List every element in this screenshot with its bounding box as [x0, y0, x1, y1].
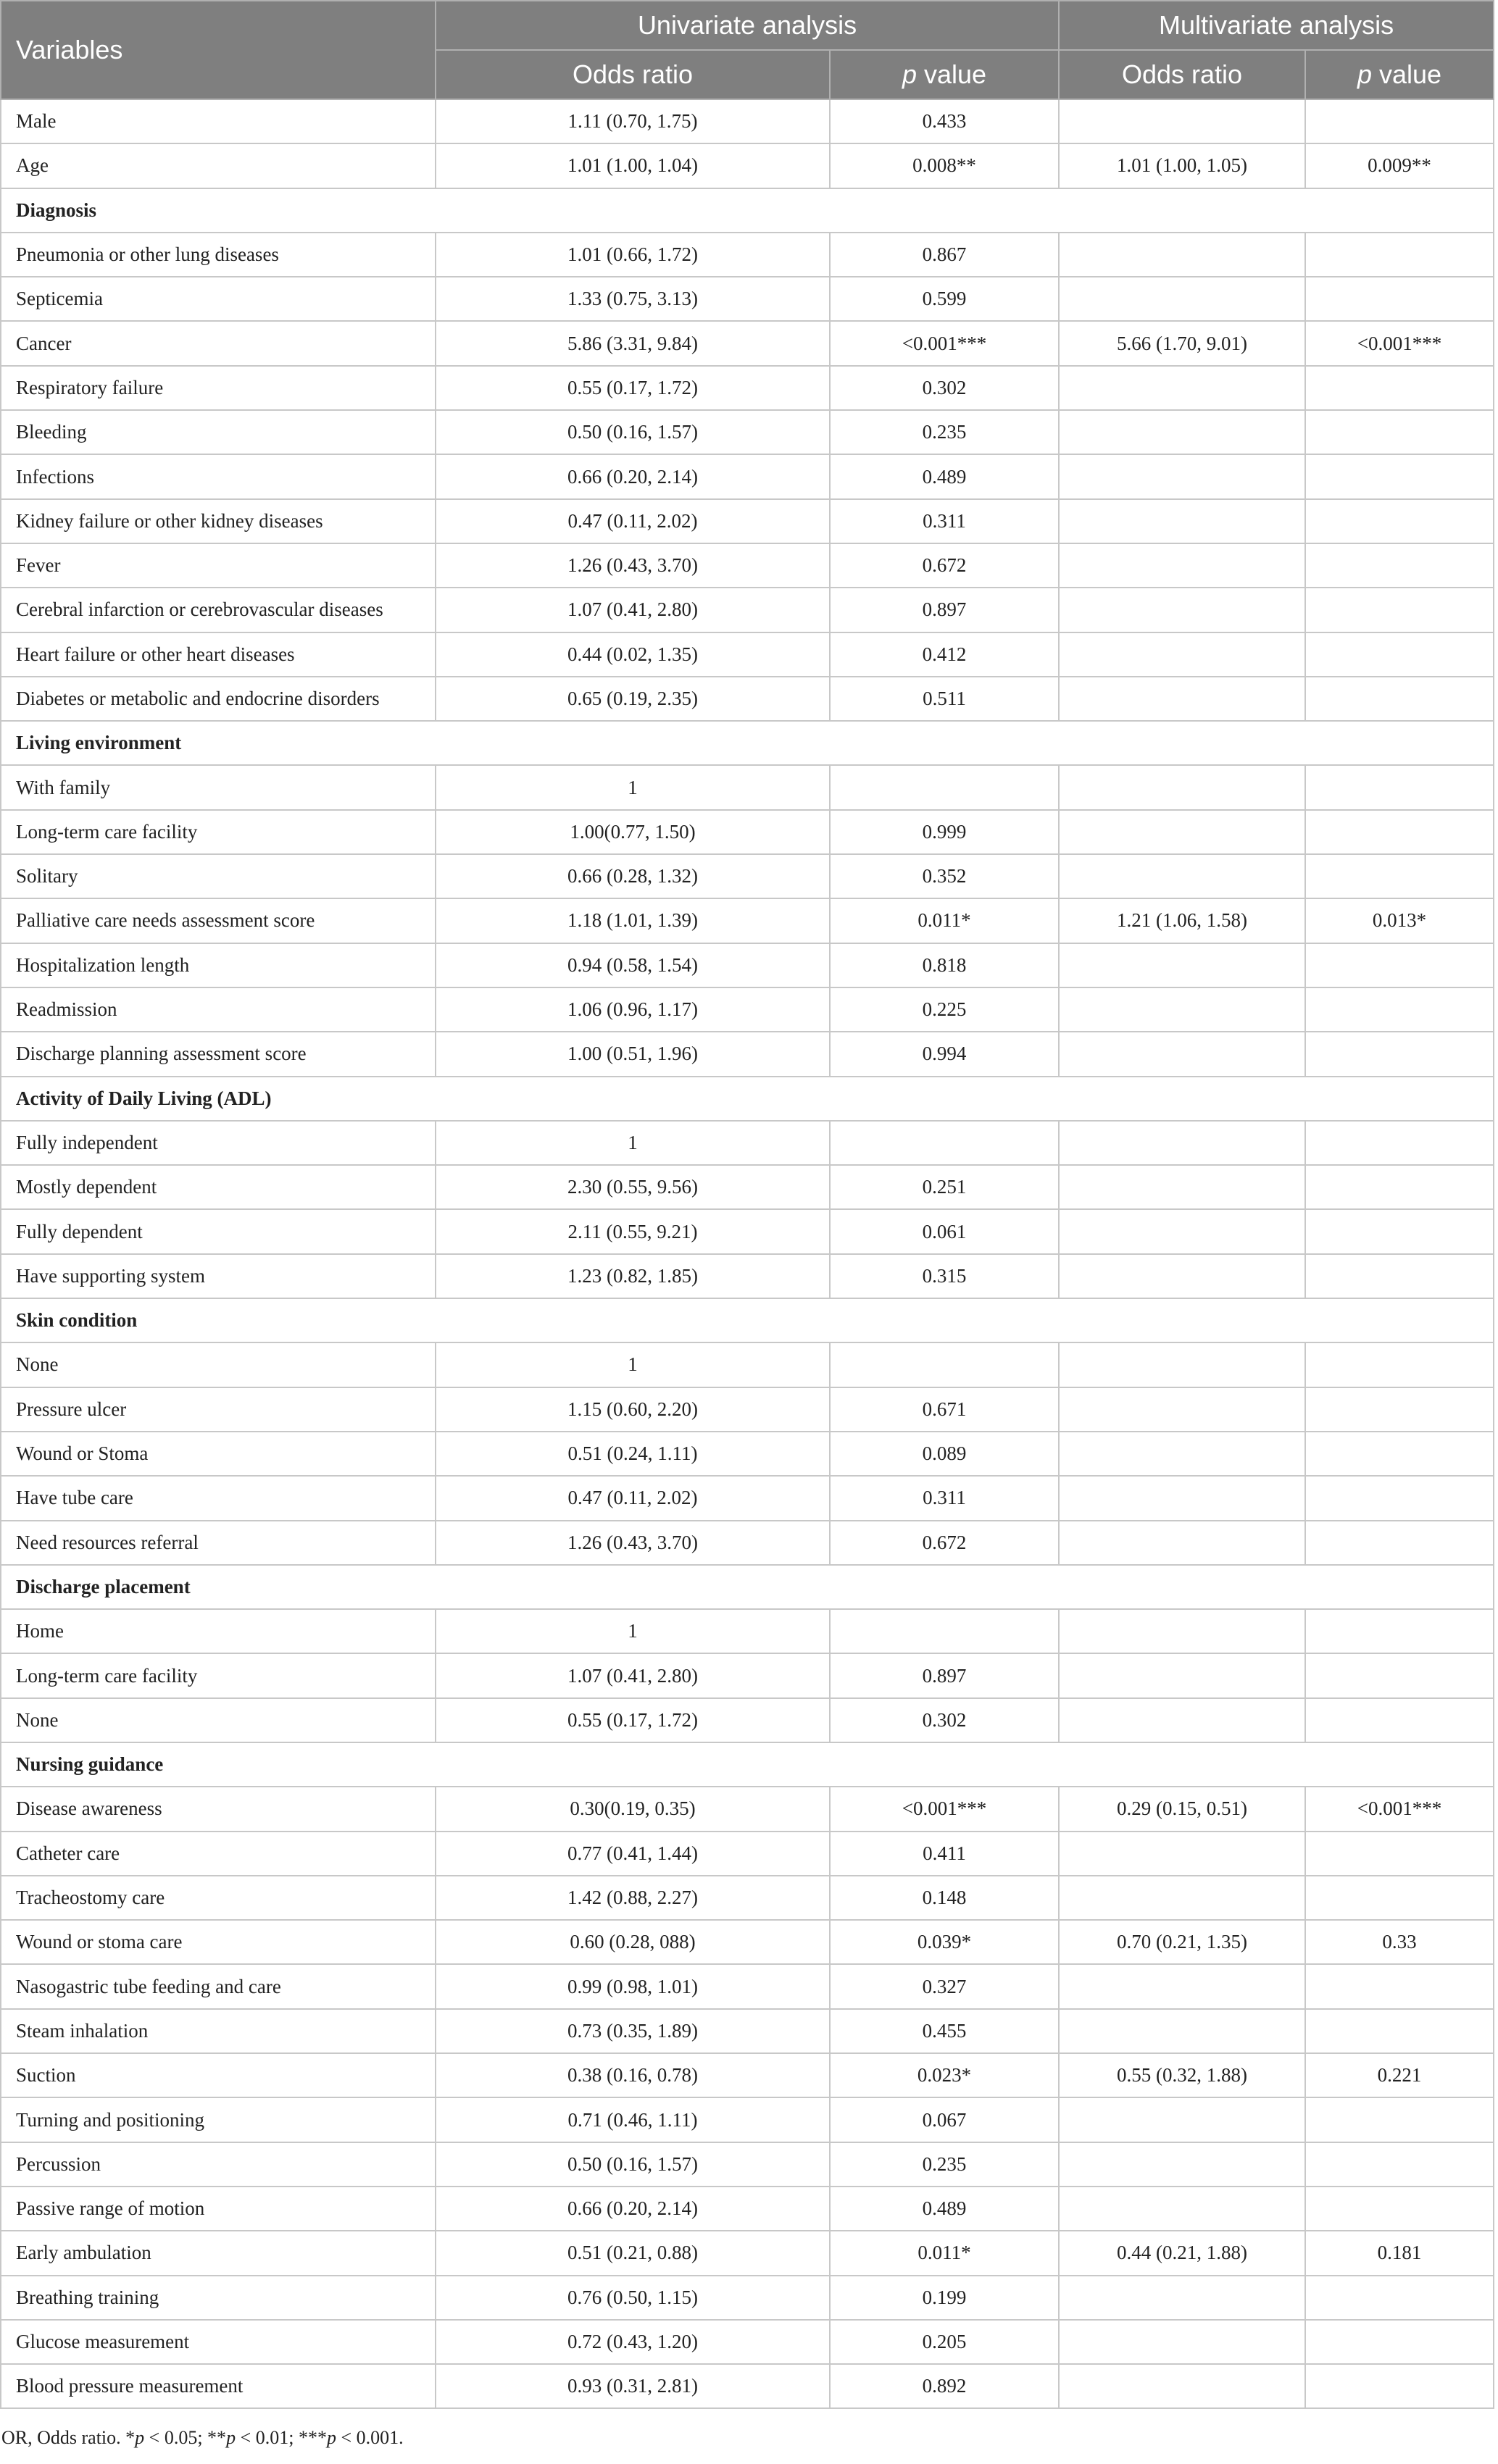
section-heading: Living environment	[1, 721, 1494, 765]
multivariate-odds-ratio-cell	[1059, 1165, 1305, 1209]
univariate-p-value-cell: 0.011*	[830, 2231, 1059, 2275]
multivariate-p-value-cell	[1305, 499, 1494, 543]
univariate-p-value-cell: 0.489	[830, 2187, 1059, 2231]
variable-cell: Pneumonia or other lung diseases	[1, 233, 436, 277]
univariate-p-value-cell: 0.897	[830, 588, 1059, 632]
table-row	[1, 765, 1494, 809]
univariate-odds-ratio-cell: 0.44 (0.02, 1.35)	[436, 632, 830, 677]
univariate-p-value-cell: 0.994	[830, 1032, 1059, 1076]
univariate-p-value-cell: 0.011*	[830, 898, 1059, 943]
multivariate-odds-ratio-cell	[1059, 1698, 1305, 1742]
section-row	[1, 1298, 1494, 1342]
univariate-odds-ratio-cell: 1.01 (1.00, 1.04)	[436, 143, 830, 188]
variable-cell: Cancer	[1, 321, 436, 365]
univariate-odds-ratio-cell: 5.86 (3.31, 9.84)	[436, 321, 830, 365]
univariate-p-value-cell	[830, 1121, 1059, 1165]
section-row	[1, 1565, 1494, 1609]
table-row	[1, 810, 1494, 854]
univariate-p-value-cell: 0.008**	[830, 143, 1059, 188]
univariate-odds-ratio-cell: 0.55 (0.17, 1.72)	[436, 1698, 830, 1742]
multivariate-odds-ratio-cell: 0.29 (0.15, 0.51)	[1059, 1787, 1305, 1831]
variable-cell: Diabetes or metabolic and endocrine disorders	[1, 677, 436, 721]
multivariate-odds-ratio-cell	[1059, 2009, 1305, 2053]
table-footnote: OR, Odds ratio. *p < 0.05; **p < 0.01; ***p < 0.001.	[1, 2427, 404, 2448]
variable-cell: Steam inhalation	[1, 2009, 436, 2053]
table-row	[1, 366, 1494, 410]
section-row	[1, 721, 1494, 765]
multivariate-p-value-cell	[1305, 410, 1494, 454]
multivariate-p-value-cell	[1305, 987, 1494, 1032]
multivariate-odds-ratio-cell	[1059, 2320, 1305, 2364]
univariate-p-value-cell: 0.039*	[830, 1920, 1059, 1964]
multivariate-odds-ratio-cell	[1059, 277, 1305, 321]
univariate-odds-ratio-cell: 0.47 (0.11, 2.02)	[436, 499, 830, 543]
variable-cell: Need resources referral	[1, 1521, 436, 1565]
variable-cell: Fully dependent	[1, 1209, 436, 1253]
variable-cell: Cerebral infarction or cerebrovascular diseases	[1, 588, 436, 632]
multivariate-odds-ratio-cell	[1059, 987, 1305, 1032]
univariate-odds-ratio-cell: 0.71 (0.46, 1.11)	[436, 2097, 830, 2142]
variable-cell: Discharge planning assessment score	[1, 1032, 436, 1076]
table-row	[1, 1432, 1494, 1476]
table-row	[1, 2053, 1494, 2097]
univariate-p-value-cell: 0.412	[830, 632, 1059, 677]
univariate-odds-ratio-cell: 0.76 (0.50, 1.15)	[436, 2276, 830, 2320]
table-row	[1, 943, 1494, 987]
section-heading: Skin condition	[1, 1298, 1494, 1342]
variable-cell: Palliative care needs assessment score	[1, 898, 436, 943]
multivariate-odds-ratio-cell	[1059, 543, 1305, 588]
header-multivariate: Multivariate analysis	[1059, 1, 1494, 50]
univariate-odds-ratio-cell: 1.18 (1.01, 1.39)	[436, 898, 830, 943]
multivariate-p-value-cell	[1305, 1387, 1494, 1432]
multivariate-p-value-cell	[1305, 1609, 1494, 1653]
variable-cell: Male	[1, 99, 436, 143]
variable-cell: Long-term care facility	[1, 1653, 436, 1697]
univariate-p-value-cell: 0.455	[830, 2009, 1059, 2053]
table-row	[1, 1832, 1494, 1876]
univariate-p-value-cell: 0.235	[830, 410, 1059, 454]
header-uni-odds-ratio: Odds ratio	[436, 50, 830, 99]
univariate-p-value-cell: 0.235	[830, 2142, 1059, 2187]
variable-cell: Age	[1, 143, 436, 188]
univariate-p-value-cell: 0.205	[830, 2320, 1059, 2364]
multivariate-p-value-cell	[1305, 1254, 1494, 1298]
univariate-odds-ratio-cell: 0.66 (0.20, 2.14)	[436, 454, 830, 498]
section-row	[1, 188, 1494, 233]
table-row	[1, 2276, 1494, 2320]
univariate-odds-ratio-cell: 1	[436, 1342, 830, 1387]
multivariate-p-value-cell	[1305, 2320, 1494, 2364]
univariate-p-value-cell: 0.061	[830, 1209, 1059, 1253]
univariate-odds-ratio-cell: 0.93 (0.31, 2.81)	[436, 2364, 830, 2408]
table-row	[1, 1254, 1494, 1298]
univariate-odds-ratio-cell: 0.50 (0.16, 1.57)	[436, 2142, 830, 2187]
table-row	[1, 99, 1494, 143]
multivariate-p-value-cell	[1305, 1876, 1494, 1920]
section-heading: Activity of Daily Living (ADL)	[1, 1077, 1494, 1121]
multivariate-p-value-cell	[1305, 1342, 1494, 1387]
univariate-odds-ratio-cell: 0.94 (0.58, 1.54)	[436, 943, 830, 987]
univariate-odds-ratio-cell: 1.11 (0.70, 1.75)	[436, 99, 830, 143]
multivariate-odds-ratio-cell	[1059, 454, 1305, 498]
multivariate-odds-ratio-cell	[1059, 1432, 1305, 1476]
variable-cell: Suction	[1, 2053, 436, 2097]
univariate-odds-ratio-cell: 1.26 (0.43, 3.70)	[436, 543, 830, 588]
header-multi-odds-ratio: Odds ratio	[1059, 50, 1305, 99]
multivariate-odds-ratio-cell	[1059, 677, 1305, 721]
univariate-odds-ratio-cell: 1.07 (0.41, 2.80)	[436, 1653, 830, 1697]
univariate-odds-ratio-cell: 0.51 (0.21, 0.88)	[436, 2231, 830, 2275]
table-row	[1, 1165, 1494, 1209]
univariate-odds-ratio-cell: 0.72 (0.43, 1.20)	[436, 2320, 830, 2364]
univariate-odds-ratio-cell: 1.33 (0.75, 3.13)	[436, 277, 830, 321]
univariate-p-value-cell: 0.867	[830, 233, 1059, 277]
variable-cell: Septicemia	[1, 277, 436, 321]
univariate-p-value-cell: 0.999	[830, 810, 1059, 854]
multivariate-odds-ratio-cell	[1059, 1342, 1305, 1387]
univariate-p-value-cell: <0.001***	[830, 321, 1059, 365]
univariate-p-value-cell	[830, 1342, 1059, 1387]
variable-cell: Wound or Stoma	[1, 1432, 436, 1476]
table-row	[1, 1653, 1494, 1697]
variable-cell: Pressure ulcer	[1, 1387, 436, 1432]
univariate-p-value-cell: 0.511	[830, 677, 1059, 721]
multivariate-odds-ratio-cell	[1059, 1387, 1305, 1432]
multivariate-p-value-cell	[1305, 2009, 1494, 2053]
variable-cell: None	[1, 1698, 436, 1742]
univariate-p-value-cell: 0.411	[830, 1832, 1059, 1876]
table-row	[1, 1698, 1494, 1742]
variable-cell: Fully independent	[1, 1121, 436, 1165]
table-row	[1, 2320, 1494, 2364]
multivariate-odds-ratio-cell	[1059, 1476, 1305, 1520]
univariate-p-value-cell: <0.001***	[830, 1787, 1059, 1831]
univariate-odds-ratio-cell: 1.00(0.77, 1.50)	[436, 810, 830, 854]
univariate-odds-ratio-cell: 0.66 (0.28, 1.32)	[436, 854, 830, 898]
multivariate-p-value-cell	[1305, 677, 1494, 721]
table-row	[1, 854, 1494, 898]
univariate-odds-ratio-cell: 0.38 (0.16, 0.78)	[436, 2053, 830, 2097]
univariate-p-value-cell: 0.311	[830, 1476, 1059, 1520]
variable-cell: Heart failure or other heart diseases	[1, 632, 436, 677]
univariate-odds-ratio-cell: 0.55 (0.17, 1.72)	[436, 366, 830, 410]
multivariate-p-value-cell: 0.221	[1305, 2053, 1494, 2097]
multivariate-odds-ratio-cell: 0.55 (0.32, 1.88)	[1059, 2053, 1305, 2097]
table-row	[1, 677, 1494, 721]
multivariate-p-value-cell	[1305, 2187, 1494, 2231]
univariate-p-value-cell: 0.671	[830, 1387, 1059, 1432]
multivariate-p-value-cell	[1305, 1521, 1494, 1565]
section-heading: Discharge placement	[1, 1565, 1494, 1609]
univariate-p-value-cell: 0.311	[830, 499, 1059, 543]
multivariate-odds-ratio-cell	[1059, 1121, 1305, 1165]
variable-cell: Nasogastric tube feeding and care	[1, 1964, 436, 2008]
univariate-odds-ratio-cell: 0.60 (0.28, 088)	[436, 1920, 830, 1964]
univariate-p-value-cell: 0.251	[830, 1165, 1059, 1209]
header-variables: Variables	[1, 1, 436, 99]
table-row	[1, 2364, 1494, 2408]
univariate-p-value-cell: 0.672	[830, 1521, 1059, 1565]
multivariate-p-value-cell	[1305, 2276, 1494, 2320]
univariate-odds-ratio-cell: 1.01 (0.66, 1.72)	[436, 233, 830, 277]
table-row	[1, 2142, 1494, 2187]
univariate-odds-ratio-cell: 0.30(0.19, 0.35)	[436, 1787, 830, 1831]
table-row	[1, 1387, 1494, 1432]
multivariate-p-value-cell	[1305, 765, 1494, 809]
table-row	[1, 410, 1494, 454]
variable-cell: None	[1, 1342, 436, 1387]
multivariate-p-value-cell	[1305, 1832, 1494, 1876]
multivariate-p-value-cell: 0.009**	[1305, 143, 1494, 188]
multivariate-p-value-cell	[1305, 1476, 1494, 1520]
table-row	[1, 1476, 1494, 1520]
multivariate-p-value-cell	[1305, 99, 1494, 143]
table-row	[1, 632, 1494, 677]
variable-cell: Passive range of motion	[1, 2187, 436, 2231]
multivariate-p-value-cell	[1305, 1432, 1494, 1476]
table-row	[1, 898, 1494, 943]
univariate-p-value-cell: 0.897	[830, 1653, 1059, 1697]
multivariate-odds-ratio-cell	[1059, 1254, 1305, 1298]
variable-cell: Early ambulation	[1, 2231, 436, 2275]
variable-cell: Breathing training	[1, 2276, 436, 2320]
univariate-odds-ratio-cell: 1.06 (0.96, 1.17)	[436, 987, 830, 1032]
univariate-p-value-cell: 0.023*	[830, 2053, 1059, 2097]
univariate-odds-ratio-cell: 0.73 (0.35, 1.89)	[436, 2009, 830, 2053]
multivariate-p-value-cell	[1305, 2097, 1494, 2142]
univariate-odds-ratio-cell: 1	[436, 1609, 830, 1653]
multivariate-p-value-cell	[1305, 454, 1494, 498]
univariate-odds-ratio-cell: 0.77 (0.41, 1.44)	[436, 1832, 830, 1876]
multivariate-odds-ratio-cell: 1.21 (1.06, 1.58)	[1059, 898, 1305, 943]
multivariate-p-value-cell	[1305, 854, 1494, 898]
variable-cell: Catheter care	[1, 1832, 436, 1876]
univariate-p-value-cell: 0.225	[830, 987, 1059, 1032]
univariate-p-value-cell: 0.302	[830, 1698, 1059, 1742]
multivariate-p-value-cell: 0.181	[1305, 2231, 1494, 2275]
univariate-odds-ratio-cell: 0.65 (0.19, 2.35)	[436, 677, 830, 721]
table-row	[1, 1209, 1494, 1253]
variable-cell: Glucose measurement	[1, 2320, 436, 2364]
univariate-odds-ratio-cell: 0.66 (0.20, 2.14)	[436, 2187, 830, 2231]
multivariate-odds-ratio-cell	[1059, 499, 1305, 543]
variable-cell: Bleeding	[1, 410, 436, 454]
univariate-p-value-cell: 0.599	[830, 277, 1059, 321]
multivariate-odds-ratio-cell	[1059, 1964, 1305, 2008]
multivariate-odds-ratio-cell	[1059, 2364, 1305, 2408]
variable-cell: Solitary	[1, 854, 436, 898]
variable-cell: Home	[1, 1609, 436, 1653]
univariate-odds-ratio-cell: 1.42 (0.88, 2.27)	[436, 1876, 830, 1920]
univariate-p-value-cell: 0.327	[830, 1964, 1059, 2008]
table-row	[1, 2231, 1494, 2275]
multivariate-odds-ratio-cell	[1059, 2097, 1305, 2142]
table-body	[1, 99, 1494, 2408]
multivariate-odds-ratio-cell	[1059, 854, 1305, 898]
multivariate-odds-ratio-cell	[1059, 233, 1305, 277]
multivariate-odds-ratio-cell	[1059, 632, 1305, 677]
multivariate-odds-ratio-cell: 1.01 (1.00, 1.05)	[1059, 143, 1305, 188]
univariate-p-value-cell: 0.352	[830, 854, 1059, 898]
multivariate-odds-ratio-cell	[1059, 2276, 1305, 2320]
multivariate-p-value-cell	[1305, 1121, 1494, 1165]
table-row	[1, 1920, 1494, 1964]
univariate-p-value-cell: 0.672	[830, 543, 1059, 588]
multivariate-odds-ratio-cell: 0.44 (0.21, 1.88)	[1059, 2231, 1305, 2275]
multivariate-odds-ratio-cell	[1059, 2142, 1305, 2187]
multivariate-p-value-cell	[1305, 1032, 1494, 1076]
table-row	[1, 1032, 1494, 1076]
table-row	[1, 1609, 1494, 1653]
table-row	[1, 143, 1494, 188]
variable-cell: Readmission	[1, 987, 436, 1032]
table-row	[1, 987, 1494, 1032]
variable-cell: Percussion	[1, 2142, 436, 2187]
multivariate-odds-ratio-cell	[1059, 366, 1305, 410]
univariate-odds-ratio-cell: 1.26 (0.43, 3.70)	[436, 1521, 830, 1565]
univariate-odds-ratio-cell: 0.99 (0.98, 1.01)	[436, 1964, 830, 2008]
univariate-p-value-cell	[830, 1609, 1059, 1653]
multivariate-p-value-cell	[1305, 1964, 1494, 2008]
variable-cell: Long-term care facility	[1, 810, 436, 854]
multivariate-odds-ratio-cell	[1059, 943, 1305, 987]
multivariate-odds-ratio-cell	[1059, 1521, 1305, 1565]
multivariate-p-value-cell: <0.001***	[1305, 1787, 1494, 1831]
table-row	[1, 321, 1494, 365]
variable-cell: Disease awareness	[1, 1787, 436, 1831]
univariate-odds-ratio-cell: 0.47 (0.11, 2.02)	[436, 1476, 830, 1520]
univariate-odds-ratio-cell: 2.30 (0.55, 9.56)	[436, 1165, 830, 1209]
multivariate-p-value-cell	[1305, 810, 1494, 854]
variable-cell: Respiratory failure	[1, 366, 436, 410]
header-univariate: Univariate analysis	[436, 1, 1059, 50]
univariate-p-value-cell: 0.818	[830, 943, 1059, 987]
variable-cell: With family	[1, 765, 436, 809]
multivariate-p-value-cell	[1305, 1165, 1494, 1209]
multivariate-odds-ratio-cell	[1059, 410, 1305, 454]
multivariate-p-value-cell	[1305, 632, 1494, 677]
multivariate-p-value-cell	[1305, 1209, 1494, 1253]
table-row	[1, 2097, 1494, 2142]
variable-cell: Fever	[1, 543, 436, 588]
multivariate-p-value-cell	[1305, 943, 1494, 987]
multivariate-p-value-cell	[1305, 1653, 1494, 1697]
multivariate-p-value-cell	[1305, 233, 1494, 277]
section-row	[1, 1077, 1494, 1121]
multivariate-odds-ratio-cell	[1059, 810, 1305, 854]
variable-cell: Mostly dependent	[1, 1165, 436, 1209]
section-heading: Nursing guidance	[1, 1742, 1494, 1787]
table-row	[1, 1342, 1494, 1387]
table-row	[1, 1121, 1494, 1165]
table-row	[1, 1787, 1494, 1831]
univariate-p-value-cell: 0.433	[830, 99, 1059, 143]
variable-cell: Kidney failure or other kidney diseases	[1, 499, 436, 543]
multivariate-odds-ratio-cell	[1059, 1032, 1305, 1076]
univariate-odds-ratio-cell: 1	[436, 765, 830, 809]
variable-cell: Blood pressure measurement	[1, 2364, 436, 2408]
univariate-odds-ratio-cell: 0.51 (0.24, 1.11)	[436, 1432, 830, 1476]
univariate-odds-ratio-cell: 1.00 (0.51, 1.96)	[436, 1032, 830, 1076]
multivariate-p-value-cell: <0.001***	[1305, 321, 1494, 365]
univariate-odds-ratio-cell: 1.23 (0.82, 1.85)	[436, 1254, 830, 1298]
univariate-p-value-cell: 0.489	[830, 454, 1059, 498]
multivariate-odds-ratio-cell	[1059, 1609, 1305, 1653]
multivariate-p-value-cell	[1305, 366, 1494, 410]
univariate-odds-ratio-cell: 2.11 (0.55, 9.21)	[436, 1209, 830, 1253]
table-row	[1, 2187, 1494, 2231]
header-uni-p-value: p value	[830, 50, 1059, 99]
variable-cell: Have tube care	[1, 1476, 436, 1520]
univariate-p-value-cell: 0.302	[830, 366, 1059, 410]
header-multi-p-value: p value	[1305, 50, 1494, 99]
table-row	[1, 1521, 1494, 1565]
table-row	[1, 2009, 1494, 2053]
multivariate-p-value-cell	[1305, 277, 1494, 321]
section-heading: Diagnosis	[1, 188, 1494, 233]
multivariate-odds-ratio-cell	[1059, 2187, 1305, 2231]
univariate-odds-ratio-cell: 1	[436, 1121, 830, 1165]
multivariate-odds-ratio-cell	[1059, 1832, 1305, 1876]
univariate-odds-ratio-cell: 0.50 (0.16, 1.57)	[436, 410, 830, 454]
multivariate-p-value-cell: 0.013*	[1305, 898, 1494, 943]
univariate-odds-ratio-cell: 1.15 (0.60, 2.20)	[436, 1387, 830, 1432]
table-row	[1, 1876, 1494, 1920]
multivariate-p-value-cell	[1305, 2364, 1494, 2408]
univariate-odds-ratio-cell: 1.07 (0.41, 2.80)	[436, 588, 830, 632]
variable-cell: Have supporting system	[1, 1254, 436, 1298]
table-row	[1, 499, 1494, 543]
table-row	[1, 454, 1494, 498]
table-row	[1, 543, 1494, 588]
section-row	[1, 1742, 1494, 1787]
multivariate-odds-ratio-cell	[1059, 1653, 1305, 1697]
multivariate-odds-ratio-cell	[1059, 99, 1305, 143]
multivariate-p-value-cell	[1305, 1698, 1494, 1742]
univariate-p-value-cell: 0.067	[830, 2097, 1059, 2142]
multivariate-p-value-cell: 0.33	[1305, 1920, 1494, 1964]
variable-cell: Turning and positioning	[1, 2097, 436, 2142]
multivariate-p-value-cell	[1305, 543, 1494, 588]
variable-cell: Hospitalization length	[1, 943, 436, 987]
multivariate-odds-ratio-cell: 5.66 (1.70, 9.01)	[1059, 321, 1305, 365]
multivariate-odds-ratio-cell	[1059, 1876, 1305, 1920]
univariate-p-value-cell: 0.892	[830, 2364, 1059, 2408]
table-row	[1, 588, 1494, 632]
table-row	[1, 1964, 1494, 2008]
multivariate-odds-ratio-cell	[1059, 1209, 1305, 1253]
multivariate-odds-ratio-cell: 0.70 (0.21, 1.35)	[1059, 1920, 1305, 1964]
univariate-p-value-cell: 0.315	[830, 1254, 1059, 1298]
variable-cell: Wound or stoma care	[1, 1920, 436, 1964]
univariate-p-value-cell: 0.199	[830, 2276, 1059, 2320]
univariate-p-value-cell: 0.148	[830, 1876, 1059, 1920]
multivariate-p-value-cell	[1305, 588, 1494, 632]
multivariate-odds-ratio-cell	[1059, 765, 1305, 809]
univariate-p-value-cell: 0.089	[830, 1432, 1059, 1476]
table-row	[1, 233, 1494, 277]
multivariate-p-value-cell	[1305, 2142, 1494, 2187]
multivariate-odds-ratio-cell	[1059, 588, 1305, 632]
table-row	[1, 277, 1494, 321]
table-header	[1, 1, 1494, 99]
variable-cell: Tracheostomy care	[1, 1876, 436, 1920]
univariate-p-value-cell	[830, 765, 1059, 809]
variable-cell: Infections	[1, 454, 436, 498]
